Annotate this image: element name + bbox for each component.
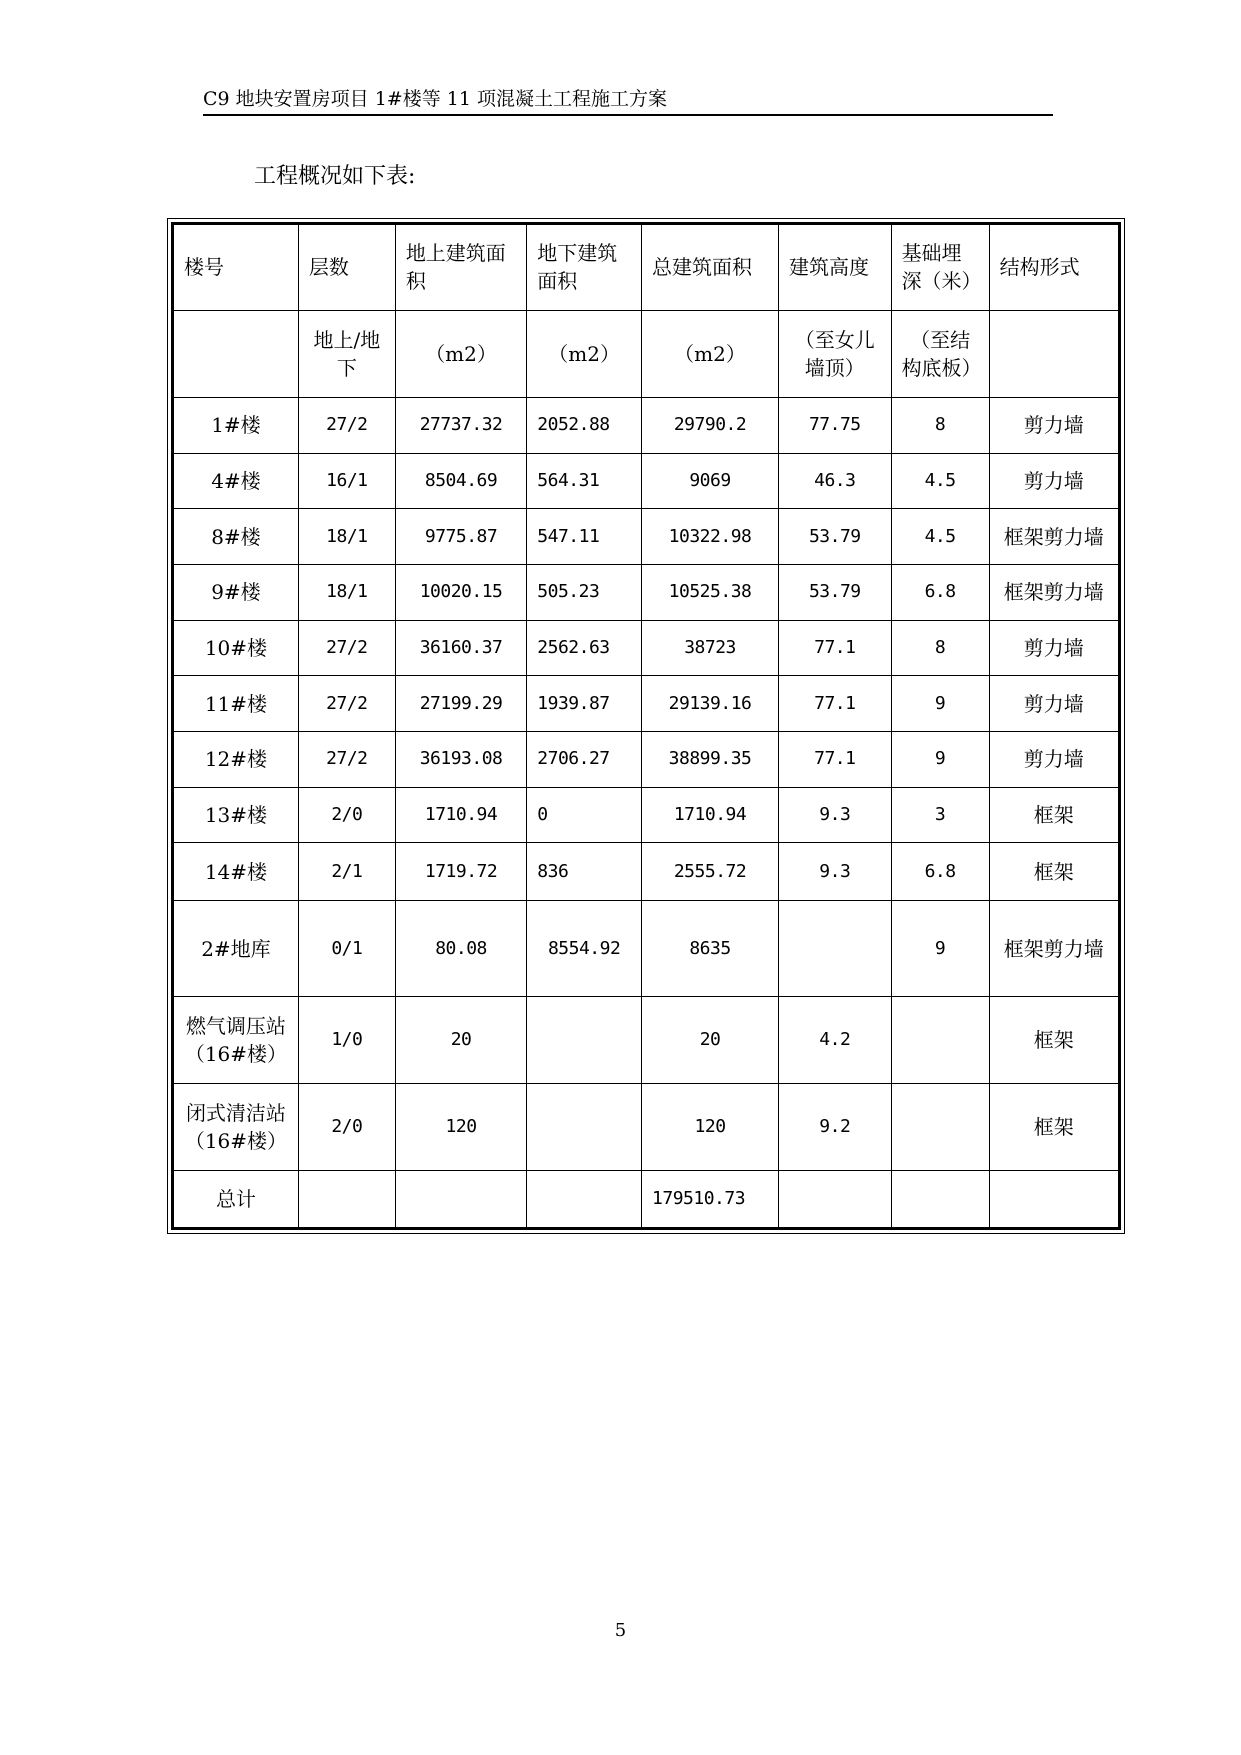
table-row — [173, 564, 1120, 620]
table-cell: 9069 — [642, 453, 779, 509]
table-row — [173, 843, 1120, 901]
table-cell: 2#地库 — [173, 901, 299, 997]
table-cell: 12#楼 — [173, 732, 299, 788]
total-cell — [395, 1171, 526, 1229]
header-rule — [203, 114, 1053, 116]
table-cell: 14#楼 — [173, 843, 299, 901]
table-cell: 18/1 — [298, 509, 395, 565]
table-cell: 29790.2 — [642, 397, 779, 453]
table-cell: 2/0 — [298, 787, 395, 843]
table-cell: 9.3 — [779, 787, 892, 843]
table-row — [173, 997, 1120, 1084]
table-cell: 547.11 — [527, 509, 642, 565]
table-cell — [779, 901, 892, 997]
table-cell: 框架剪力墙 — [989, 564, 1119, 620]
table-cell: 6.8 — [891, 564, 989, 620]
table-row — [173, 901, 1120, 997]
table-cell: 4.5 — [891, 453, 989, 509]
unit-cell: （至女儿墙顶） — [779, 310, 892, 397]
table-cell: 8554.92 — [527, 901, 642, 997]
table-cell: 2/1 — [298, 843, 395, 901]
page-number: 5 — [614, 1620, 627, 1641]
total-cell: 总计 — [173, 1171, 299, 1229]
table-cell: 剪力墙 — [989, 397, 1119, 453]
table-cell — [527, 1084, 642, 1171]
table-cell: 20 — [395, 997, 526, 1084]
table-cell: 77.1 — [779, 676, 892, 732]
table-cell: 9 — [891, 732, 989, 788]
total-cell — [298, 1171, 395, 1229]
table-cell: 剪力墙 — [989, 620, 1119, 676]
table-cell — [891, 997, 989, 1084]
table-cell: 框架 — [989, 1084, 1119, 1171]
header-cell: 地下建筑面积 — [527, 224, 642, 311]
table-cell: 剪力墙 — [989, 732, 1119, 788]
table-cell: 8 — [891, 620, 989, 676]
table-cell — [891, 1084, 989, 1171]
table-cell: 1719.72 — [395, 843, 526, 901]
intro-text: 工程概况如下表: — [254, 164, 416, 189]
table-cell: 2562.63 — [527, 620, 642, 676]
table-cell: 9#楼 — [173, 564, 299, 620]
unit-cell: （至结构底板） — [891, 310, 989, 397]
unit-cell: （m2） — [395, 310, 526, 397]
table-cell: 27/2 — [298, 676, 395, 732]
table-cell: 3 — [891, 787, 989, 843]
table-cell: 1/0 — [298, 997, 395, 1084]
table-cell: 框架剪力墙 — [989, 509, 1119, 565]
table-cell: 10525.38 — [642, 564, 779, 620]
header-cell: 层数 — [298, 224, 395, 311]
table-cell: 120 — [642, 1084, 779, 1171]
table-cell: 框架 — [989, 787, 1119, 843]
table-row — [173, 453, 1120, 509]
table-unit-row — [173, 310, 1120, 397]
total-cell: 179510.73 — [642, 1171, 779, 1229]
table-cell: 13#楼 — [173, 787, 299, 843]
unit-cell: 地上/地下 — [298, 310, 395, 397]
table-cell: 6.8 — [891, 843, 989, 901]
table-cell: 8504.69 — [395, 453, 526, 509]
total-cell — [989, 1171, 1119, 1229]
table-cell: 框架 — [989, 997, 1119, 1084]
header-cell: 结构形式 — [989, 224, 1119, 311]
unit-cell: （m2） — [642, 310, 779, 397]
unit-cell — [989, 310, 1119, 397]
table-row — [173, 397, 1120, 453]
total-row — [173, 1171, 1120, 1229]
table-cell: 53.79 — [779, 564, 892, 620]
table-cell: 剪力墙 — [989, 453, 1119, 509]
table-cell: 53.79 — [779, 509, 892, 565]
table-cell: 1#楼 — [173, 397, 299, 453]
table-cell: 27199.29 — [395, 676, 526, 732]
table-cell: 剪力墙 — [989, 676, 1119, 732]
table-cell: 1939.87 — [527, 676, 642, 732]
table-cell: 9 — [891, 676, 989, 732]
table-cell: 27/2 — [298, 732, 395, 788]
table-cell: 9.2 — [779, 1084, 892, 1171]
table-cell: 20 — [642, 997, 779, 1084]
table-cell: 10322.98 — [642, 509, 779, 565]
table-row — [173, 787, 1120, 843]
table-cell: 4#楼 — [173, 453, 299, 509]
table-cell — [527, 997, 642, 1084]
table-header-row — [173, 224, 1120, 311]
table-cell: 2555.72 — [642, 843, 779, 901]
table-cell: 27737.32 — [395, 397, 526, 453]
table-cell: 16/1 — [298, 453, 395, 509]
table-cell: 4.2 — [779, 997, 892, 1084]
table-cell: 9.3 — [779, 843, 892, 901]
table-cell: 10#楼 — [173, 620, 299, 676]
table-cell: 0 — [527, 787, 642, 843]
table-cell: 27/2 — [298, 620, 395, 676]
table-cell: 9 — [891, 901, 989, 997]
table-cell: 836 — [527, 843, 642, 901]
table-cell: 燃气调压站（16#楼） — [173, 997, 299, 1084]
header-cell: 地上建筑面积 — [395, 224, 526, 311]
table-cell: 4.5 — [891, 509, 989, 565]
table-cell: 38723 — [642, 620, 779, 676]
table-cell: 77.1 — [779, 620, 892, 676]
running-header: C9 地块安置房项目 1#楼等 11 项混凝土工程施工方案 — [203, 88, 667, 110]
header-cell: 楼号 — [173, 224, 299, 311]
table-cell: 80.08 — [395, 901, 526, 997]
table-cell: 18/1 — [298, 564, 395, 620]
table-cell: 框架 — [989, 843, 1119, 901]
unit-cell — [173, 310, 299, 397]
table-row — [173, 509, 1120, 565]
table-cell: 120 — [395, 1084, 526, 1171]
table-cell: 1710.94 — [642, 787, 779, 843]
table-cell: 10020.15 — [395, 564, 526, 620]
header-cell: 建筑高度 — [779, 224, 892, 311]
table-cell: 9775.87 — [395, 509, 526, 565]
table-cell: 77.1 — [779, 732, 892, 788]
header-cell: 总建筑面积 — [642, 224, 779, 311]
table-cell: 2706.27 — [527, 732, 642, 788]
table-cell: 38899.35 — [642, 732, 779, 788]
unit-cell: （m2） — [527, 310, 642, 397]
table-cell: 27/2 — [298, 397, 395, 453]
table-frame — [167, 218, 1125, 1234]
table-row — [173, 1084, 1120, 1171]
table-cell: 8#楼 — [173, 509, 299, 565]
table-cell: 564.31 — [527, 453, 642, 509]
table-cell: 77.75 — [779, 397, 892, 453]
table-cell: 2052.88 — [527, 397, 642, 453]
header-cell: 基础埋深（米） — [891, 224, 989, 311]
table-cell: 2/0 — [298, 1084, 395, 1171]
table-cell: 闭式清洁站（16#楼） — [173, 1084, 299, 1171]
table-cell: 46.3 — [779, 453, 892, 509]
table-row — [173, 620, 1120, 676]
table-cell: 11#楼 — [173, 676, 299, 732]
table-row — [173, 676, 1120, 732]
total-cell — [527, 1171, 642, 1229]
table-cell: 29139.16 — [642, 676, 779, 732]
table-cell: 框架剪力墙 — [989, 901, 1119, 997]
project-overview-table — [171, 222, 1121, 1230]
table-cell: 0/1 — [298, 901, 395, 997]
table-cell: 36193.08 — [395, 732, 526, 788]
total-cell — [891, 1171, 989, 1229]
table-cell: 8635 — [642, 901, 779, 997]
table-cell: 1710.94 — [395, 787, 526, 843]
total-cell — [779, 1171, 892, 1229]
table-cell: 505.23 — [527, 564, 642, 620]
table-cell: 36160.37 — [395, 620, 526, 676]
table-cell: 8 — [891, 397, 989, 453]
table-row — [173, 732, 1120, 788]
